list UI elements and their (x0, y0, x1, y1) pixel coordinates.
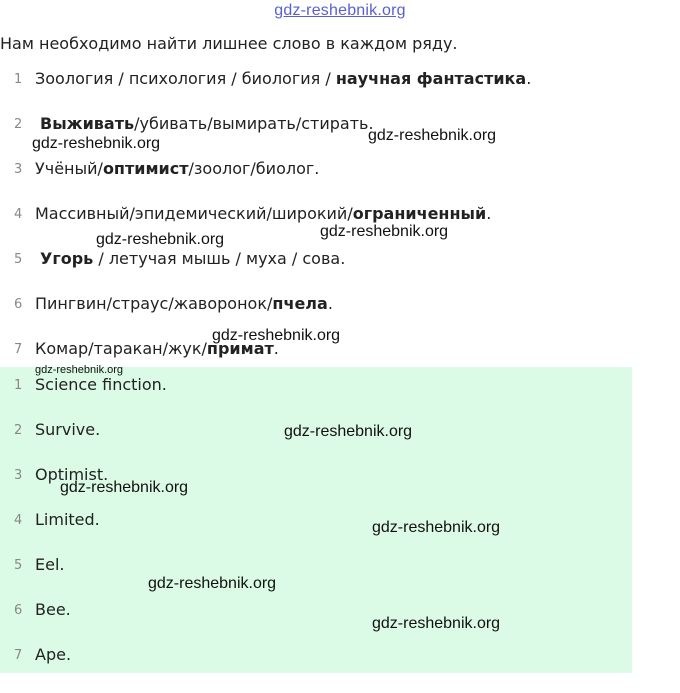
question-text: Массивный/эпидемический/широкий/ограниченный. (35, 204, 492, 223)
answer-text: Survive. (35, 420, 101, 439)
answers-panel (0, 367, 632, 673)
answer-number: 6 (14, 603, 23, 618)
watermark: gdz-reshebnik.org (320, 223, 449, 240)
question-number: 3 (14, 162, 23, 177)
answer-number: 1 (14, 378, 23, 393)
watermark: gdz-reshebnik.org (148, 575, 277, 592)
watermark: gdz-reshebnik.org (35, 364, 124, 376)
watermark: gdz-reshebnik.org (284, 423, 413, 440)
answer-row (0, 645, 632, 693)
answer-text: Bee. (35, 600, 71, 619)
question-row (0, 159, 632, 207)
watermark: gdz-reshebnik.org (96, 231, 225, 248)
question-text: Пингвин/страус/жаворонок/пчела. (35, 294, 333, 313)
answer-number: 5 (14, 558, 23, 573)
question-number: 1 (14, 72, 23, 87)
question-number: 6 (14, 297, 23, 312)
question-text: Учёный/оптимист/зоолог/биолог. (35, 159, 320, 178)
question-number: 4 (14, 207, 23, 222)
answer-row (0, 600, 632, 648)
question-number: 7 (14, 342, 23, 357)
answer-row (0, 510, 632, 558)
intro-text: Нам необходимо найти лишнее слово в каждом ряду. (0, 34, 458, 53)
answer-row (0, 555, 632, 603)
watermark: gdz-reshebnik.org (212, 327, 341, 344)
watermark: gdz-reshebnik.org (368, 127, 497, 144)
answer-number: 2 (14, 423, 23, 438)
question-text: Комар/таракан/жук/примат. (35, 339, 279, 358)
answer-text: Ape. (35, 645, 72, 664)
question-row (0, 69, 632, 117)
answer-text: Optimist. (35, 465, 109, 484)
answer-number: 7 (14, 648, 23, 663)
answer-text: Science finction. (35, 375, 167, 394)
question-text: Зоология / психология / биология / научная фантастика. (35, 69, 532, 88)
watermark: gdz-reshebnik.org (60, 479, 189, 496)
question-row (0, 249, 632, 297)
watermark: gdz-reshebnik.org (372, 615, 501, 632)
answer-text: Eel. (35, 555, 65, 574)
question-row (0, 204, 632, 252)
header-watermark: gdz-reshebnik.org (274, 2, 406, 19)
answer-text: Limited. (35, 510, 100, 529)
question-number: 2 (14, 117, 23, 132)
question-text: Угорь / летучая мышь / муха / сова. (40, 249, 346, 268)
answer-row (0, 375, 632, 423)
watermark: gdz-reshebnik.org (32, 135, 161, 152)
watermark: gdz-reshebnik.org (372, 519, 501, 536)
question-text: Выживать/убивать/вымирать/стирать. (40, 114, 374, 133)
answer-number: 3 (14, 468, 23, 483)
question-number: 5 (14, 252, 23, 267)
answer-number: 4 (14, 513, 23, 528)
